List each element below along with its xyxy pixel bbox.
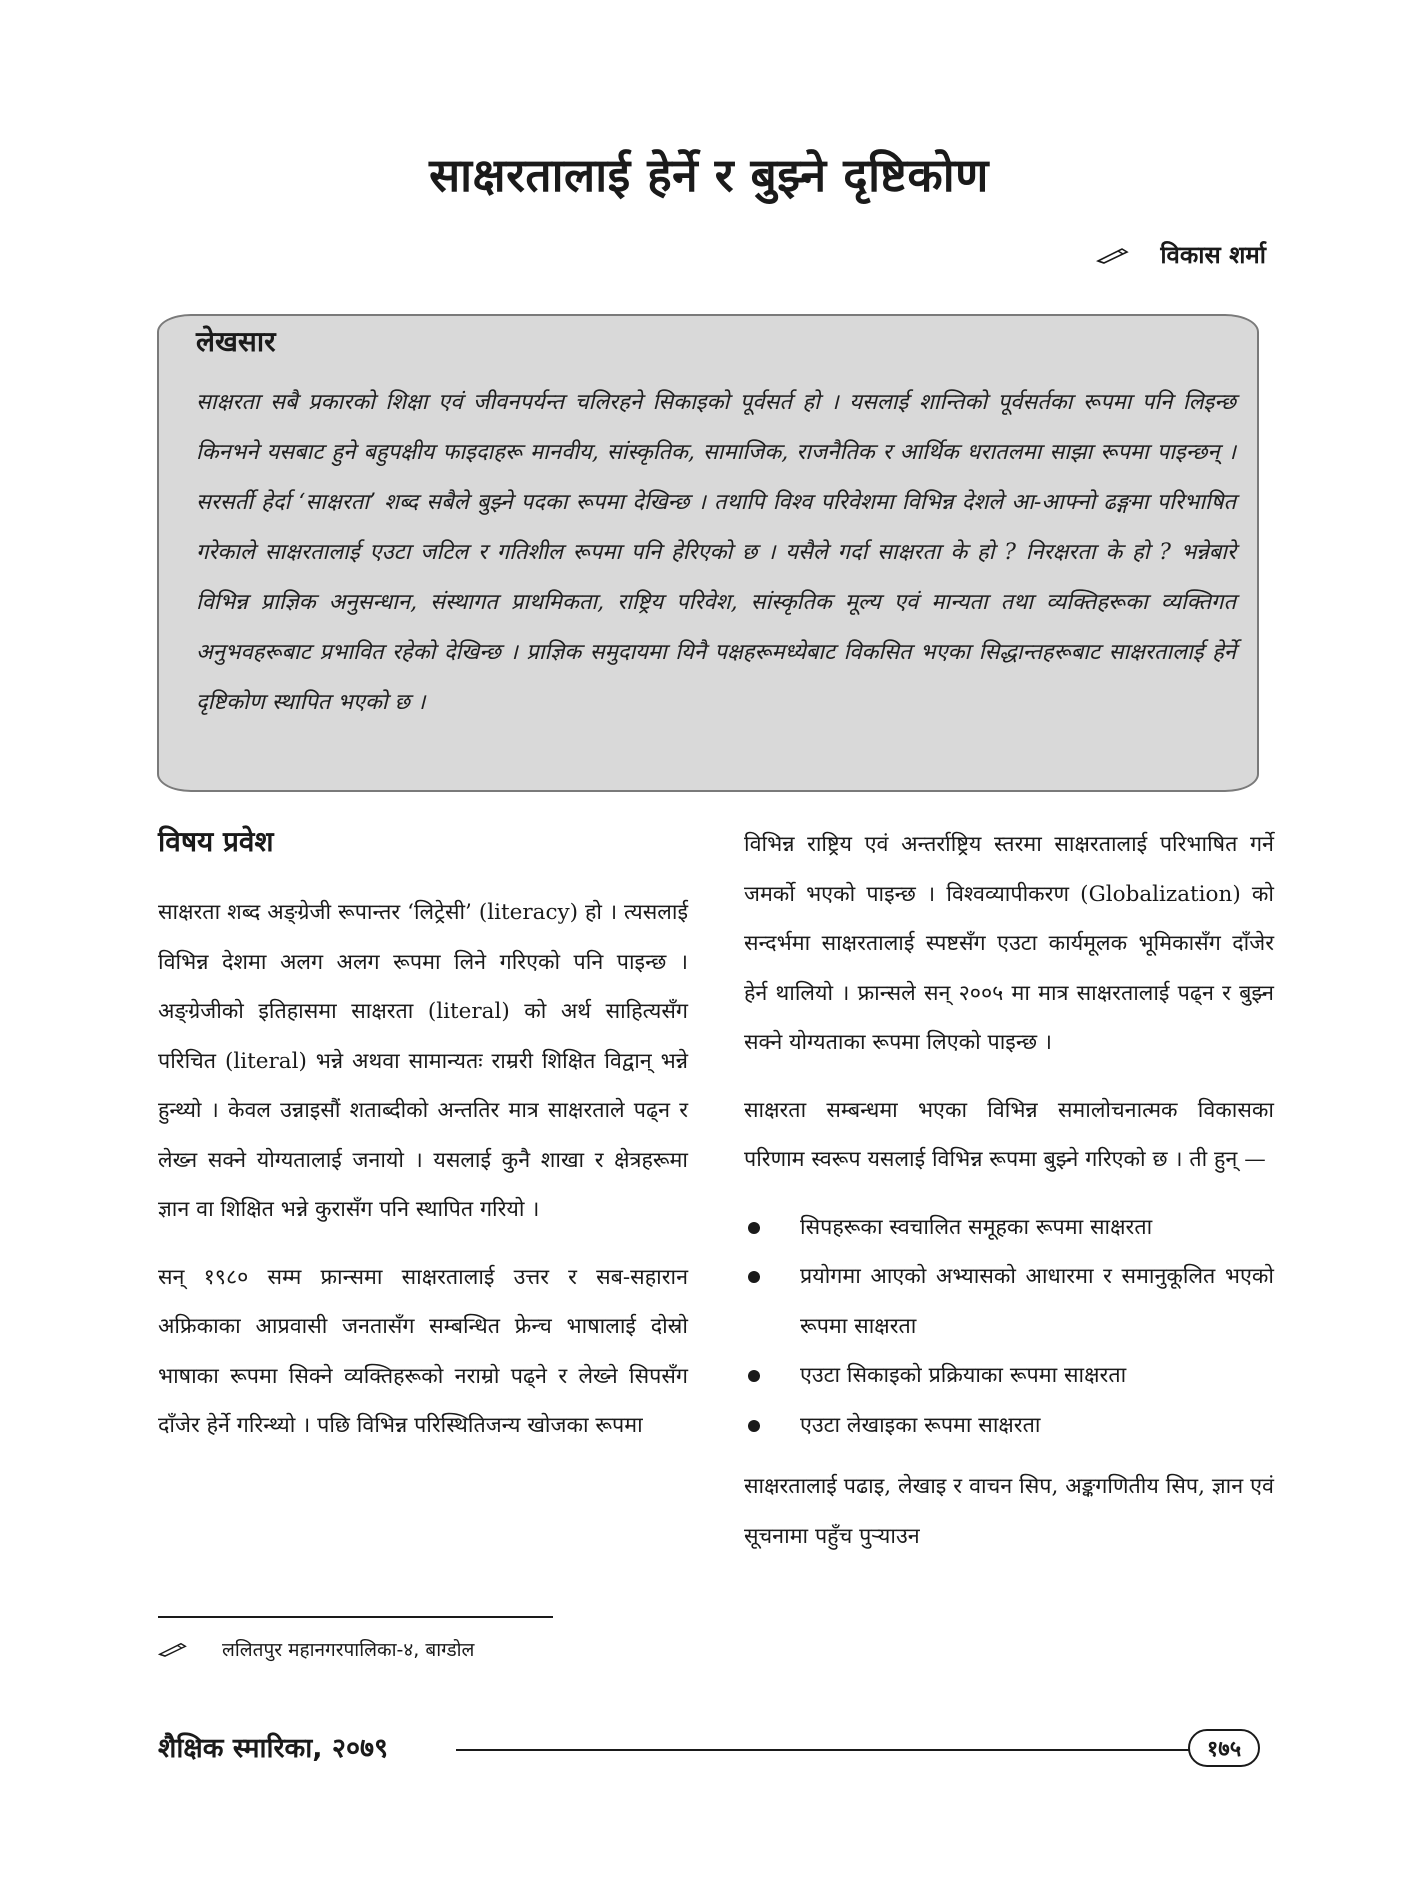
list-item-text: प्रयोगमा आएको अभ्यासको आधारमा र समानुकूलित भएको रूपमा साक्षरता	[800, 1264, 1274, 1339]
list-item	[744, 1203, 1274, 1253]
footnote-divider	[158, 1616, 553, 1618]
right-column	[744, 820, 1274, 1579]
bullet-icon	[748, 1271, 760, 1283]
footnote	[158, 1636, 474, 1662]
paragraph: सन् १९८० सम्म फ्रान्समा साक्षरतालाई उत्तर र सब-सहारान अफ्रिकाका आप्रवासी जनतासँग सम्बन्धित फ्रेन्च भाषालाई दोस्रो भाषाका रूपमा सिक्ने व्यक्तिहरूको नराम्रो पढ्ने र लेख्ने सिपसँग दाँजेर हेर्ने गरिन्थ्यो । पछि विभिन्न परिस्थितिजन्य खोजका रूपमा	[158, 1264, 688, 1438]
paragraph: विभिन्न राष्ट्रिय एवं अन्तर्राष्ट्रिय स्तरमा साक्षरतालाई परिभाषित गर्ने जमर्को भएको पाइन्छ । विश्वव्यापीकरण (Globalization) को सन्दर्भमा साक्षरतालाई स्पष्टसँग एउटा कार्यमूलक भूमिकासँग दाँजेर हेर्न थालियो । फ्रान्सले सन् २००५ मा मात्र साक्षरतालाई पढ्न र बुझ्न सक्ने योग्यताका रूपमा लिएको पाइन्छ ।	[744, 832, 1274, 1055]
abstract-text: साक्षरता सबै प्रकारको शिक्षा एवं जीवनपर्यन्त चलिरहने सिकाइको पूर्वसर्त हो । यसलाई शान्तिको पूर्वसर्तका रूपमा पनि लिइन्छ किनभने यसबाट हुने बहुपक्षीय फाइदाहरू मानवीय, सांस्कृतिक, सामाजिक, राजनैतिक र आर्थिक धरातलमा साझा रूपमा पाइन्छन् । सरसर्ती हेर्दा ‘साक्षरता’ शब्द सबैले बुझ्ने पदका रूपमा देखिन्छ । तथापि विश्व परिवेशमा विभिन्न देशले आ-आफ्नो ढङ्गमा परिभाषित गरेकाले साक्षरतालाई एउटा जटिल र गतिशील रूपमा पनि हेरिएको छ । यसैले गर्दा साक्षरता के हो ? निरक्षरता के हो ? भन्नेबारे विभिन्न प्राज्ञिक अनुसन्धान, संस्थागत प्राथमिकता, राष्ट्रिय परिवेश, सांस्कृतिक मूल्य एवं मान्यता तथा व्यक्तिहरूका व्यक्तिगत अनुभवहरूबाट प्रभावित रहेको देखिन्छ । प्राज्ञिक समुदायमा यिनै पक्षहरूमध्येबाट विकसित भएका सिद्धान्तहरूबाट साक्षरतालाई हेर्ने दृष्टिकोण स्थापित भएको छ ।	[196, 390, 1236, 715]
pen-icon	[1096, 246, 1130, 264]
list-item	[744, 1351, 1274, 1401]
left-column	[158, 820, 688, 1469]
bullet-icon	[748, 1420, 760, 1432]
list-item-text: एउटा लेखाइका रूपमा साक्षरता	[800, 1412, 1041, 1438]
footer-divider	[456, 1749, 1190, 1751]
author-name: विकास शर्मा	[1160, 241, 1266, 269]
paragraph: साक्षरता शब्द अङ्ग्रेजी रूपान्तर ‘लिट्रेसी’ (literacy) हो । त्यसलाई विभिन्न देशमा अलग अलग रूपमा लिने गरिएको पनि पाइन्छ । अङ्ग्रेजीको इतिहासमा साक्षरता (literal) को अर्थ साहित्यसँग परिचित (literal) भन्ने अथवा सामान्यतः राम्ररी शिक्षित विद्वान् भन्ने हुन्थ्यो । केवल उन्नाइसौं शताब्दीको अन्ततिर मात्र साक्षरताले पढ्न र लेख्न सक्ने योग्यतालाई जनायो । यसलाई कुनै शाखा र क्षेत्रहरूमा ज्ञान वा शिक्षित भन्ने कुरासँग पनि स्थापित गरियो ।	[158, 900, 688, 1222]
author-byline	[1096, 238, 1266, 271]
pen-icon	[158, 1641, 188, 1657]
bullet-icon	[748, 1222, 760, 1234]
abstract-heading: लेखसार	[196, 325, 276, 358]
footnote-text: ललितपुर महानगरपालिका-४, बाग्डोल	[222, 1639, 475, 1661]
bullet-icon	[748, 1370, 760, 1382]
article-title: साक्षरतालाई हेर्ने र बुझ्ने दृष्टिकोण	[429, 148, 989, 202]
page-number: १७५	[1188, 1729, 1260, 1767]
paragraph: साक्षरता सम्बन्धमा भएका विभिन्न समालोचनात्मक विकासका परिणाम स्वरूप यसलाई विभिन्न रूपमा बुझ्ने गरिएको छ । ती हुन् —	[744, 1097, 1274, 1172]
paragraph: साक्षरतालाई पढाइ, लेखाइ र वाचन सिप, अङ्कगणितीय सिप, ज्ञान एवं सूचनामा पहुँच पुऱ्याउन	[744, 1474, 1274, 1549]
bullet-list	[744, 1203, 1274, 1451]
list-item	[744, 1401, 1274, 1451]
section-heading: विषय प्रवेश	[158, 825, 274, 858]
list-item	[744, 1252, 1274, 1351]
list-item-text: एउटा सिकाइको प्रक्रियाका रूपमा साक्षरता	[800, 1363, 1127, 1388]
journal-title: शैक्षिक स्मारिका, २०७९	[158, 1733, 389, 1764]
list-item-text: सिपहरूका स्वचालित समूहका रूपमा साक्षरता	[800, 1214, 1153, 1240]
